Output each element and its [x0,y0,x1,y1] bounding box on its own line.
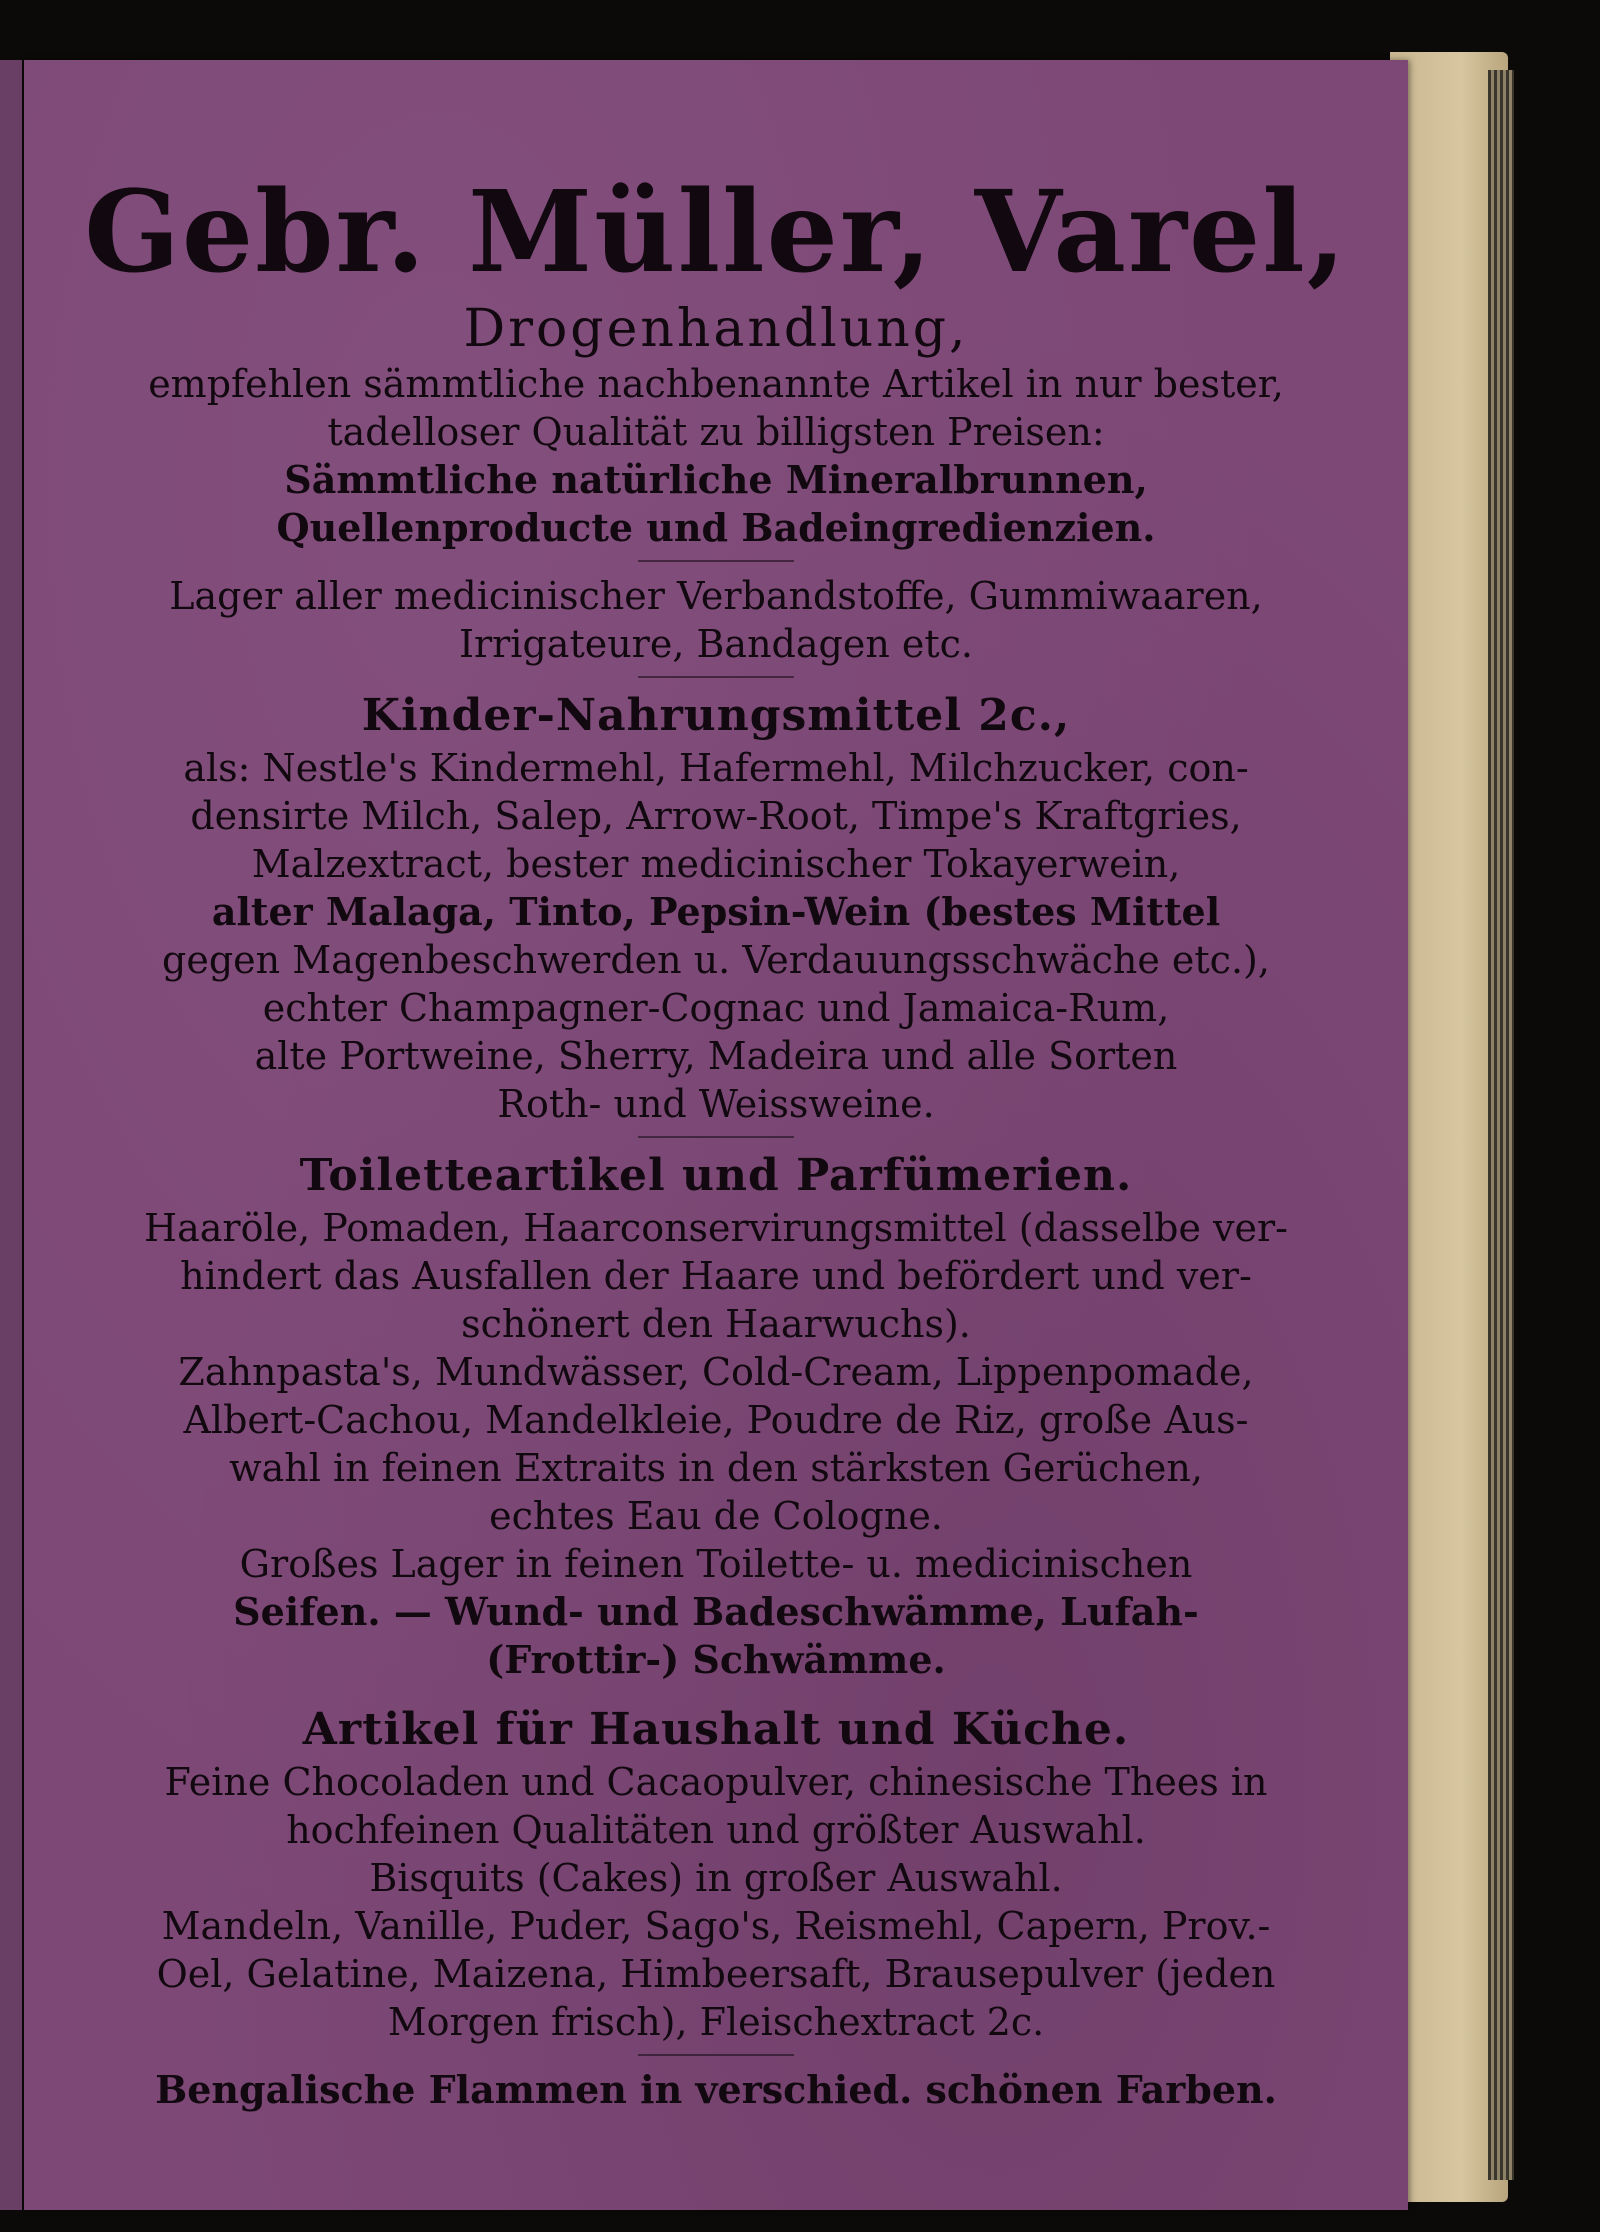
haushalt-line: hochfeinen Qualitäten und größter Auswahl. [286,1808,1146,1852]
advertisement-page [24,60,1408,2210]
haushalt-line: Mandeln, Vanille, Puder, Sago's, Reismehl, Capern, Prov.- [161,1904,1271,1948]
haushalt-line: Bisquits (Cakes) in großer Auswahl. [369,1856,1063,1900]
toilette-line: schönert den Haarwuchs). [461,1302,971,1346]
toilette-line: Haaröle, Pomaden, Haarconservirungsmittel (dasselbe ver- [143,1206,1289,1250]
kinder-line: alte Portweine, Sherry, Madeira und alle Sorten [254,1034,1178,1078]
haushalt-heading: Artikel für Haushalt und Küche. [302,1704,1130,1755]
haushalt-line: Morgen frisch), Fleischextract 2c. [387,2000,1045,2044]
highlight-line: Sämmtliche natürliche Mineralbrunnen, [284,457,1148,502]
page-subtitle: Drogenhandlung, [463,299,969,359]
toilette-line: hindert das Ausfallen der Haare und befördert und ver- [180,1254,1252,1298]
kinder-line: alter Malaga, Tinto, Pepsin-Wein (bestes Mittel [211,889,1221,934]
intro-line: tadelloser Qualität zu billigsten Preisen: [327,410,1105,454]
toilette-line: Albert-Cachou, Mandelkleie, Poudre de Riz, große Aus- [183,1398,1249,1442]
spacer [24,1684,1408,1702]
haushalt-line: Oel, Gelatine, Maizena, Himbeersaft, Brausepulver (jeden [156,1952,1276,1996]
toilette-line: Seifen. — Wund- und Badeschwämme, Lufah- [233,1589,1199,1634]
footer-line: Bengalische Flammen in verschied. schönen Farben. [155,2067,1277,2112]
divider [638,1136,794,1138]
divider [638,560,794,562]
toilette-line: (Frottir-) Schwämme. [486,1637,946,1682]
haushalt-line: Feine Chocoladen und Cacaopulver, chinesische Thees in [164,1760,1268,1804]
divider [638,2054,794,2056]
kinder-heading: Kinder-Nahrungsmittel 2c., [361,690,1071,741]
kinder-line: densirte Milch, Salep, Arrow-Root, Timpe's Kraftgries, [190,794,1242,838]
kinder-line: Malzextract, bester medicinischer Tokayerwein, [251,842,1181,886]
verband-line: Lager aller medicinischer Verbandstoffe, Gummiwaaren, [169,574,1263,618]
divider [638,676,794,678]
kinder-line: gegen Magenbeschwerden u. Verdauungsschwäche etc.), [162,938,1270,982]
toilette-line: Großes Lager in feinen Toilette- u. medicinischen [239,1542,1193,1586]
toilette-line: echtes Eau de Cologne. [489,1494,943,1538]
toilette-line: wahl in feinen Extraits in den stärksten Gerüchen, [229,1446,1203,1490]
kinder-line: als: Nestle's Kindermehl, Hafermehl, Milchzucker, con- [183,746,1249,790]
intro-line: empfehlen sämmtliche nachbenannte Artikel in nur bester, [148,362,1284,406]
kinder-line: echter Champagner-Cognac und Jamaica-Rum, [262,986,1170,1030]
page-content [24,60,1408,2114]
page-title: Gebr. Müller, Varel, [84,167,1348,298]
left-page-edge [0,60,22,2210]
verband-line: Irrigateure, Bandagen etc. [458,622,974,666]
kinder-line: Roth- und Weissweine. [497,1082,935,1126]
toilette-line: Zahnpasta's, Mundwässer, Cold-Cream, Lippenpomade, [178,1350,1254,1394]
page-block-edge [1488,70,1514,2180]
toilette-heading: Toiletteartikel und Parfümerien. [299,1150,1133,1201]
highlight-line: Quellenproducte und Badeingredienzien. [276,505,1156,550]
